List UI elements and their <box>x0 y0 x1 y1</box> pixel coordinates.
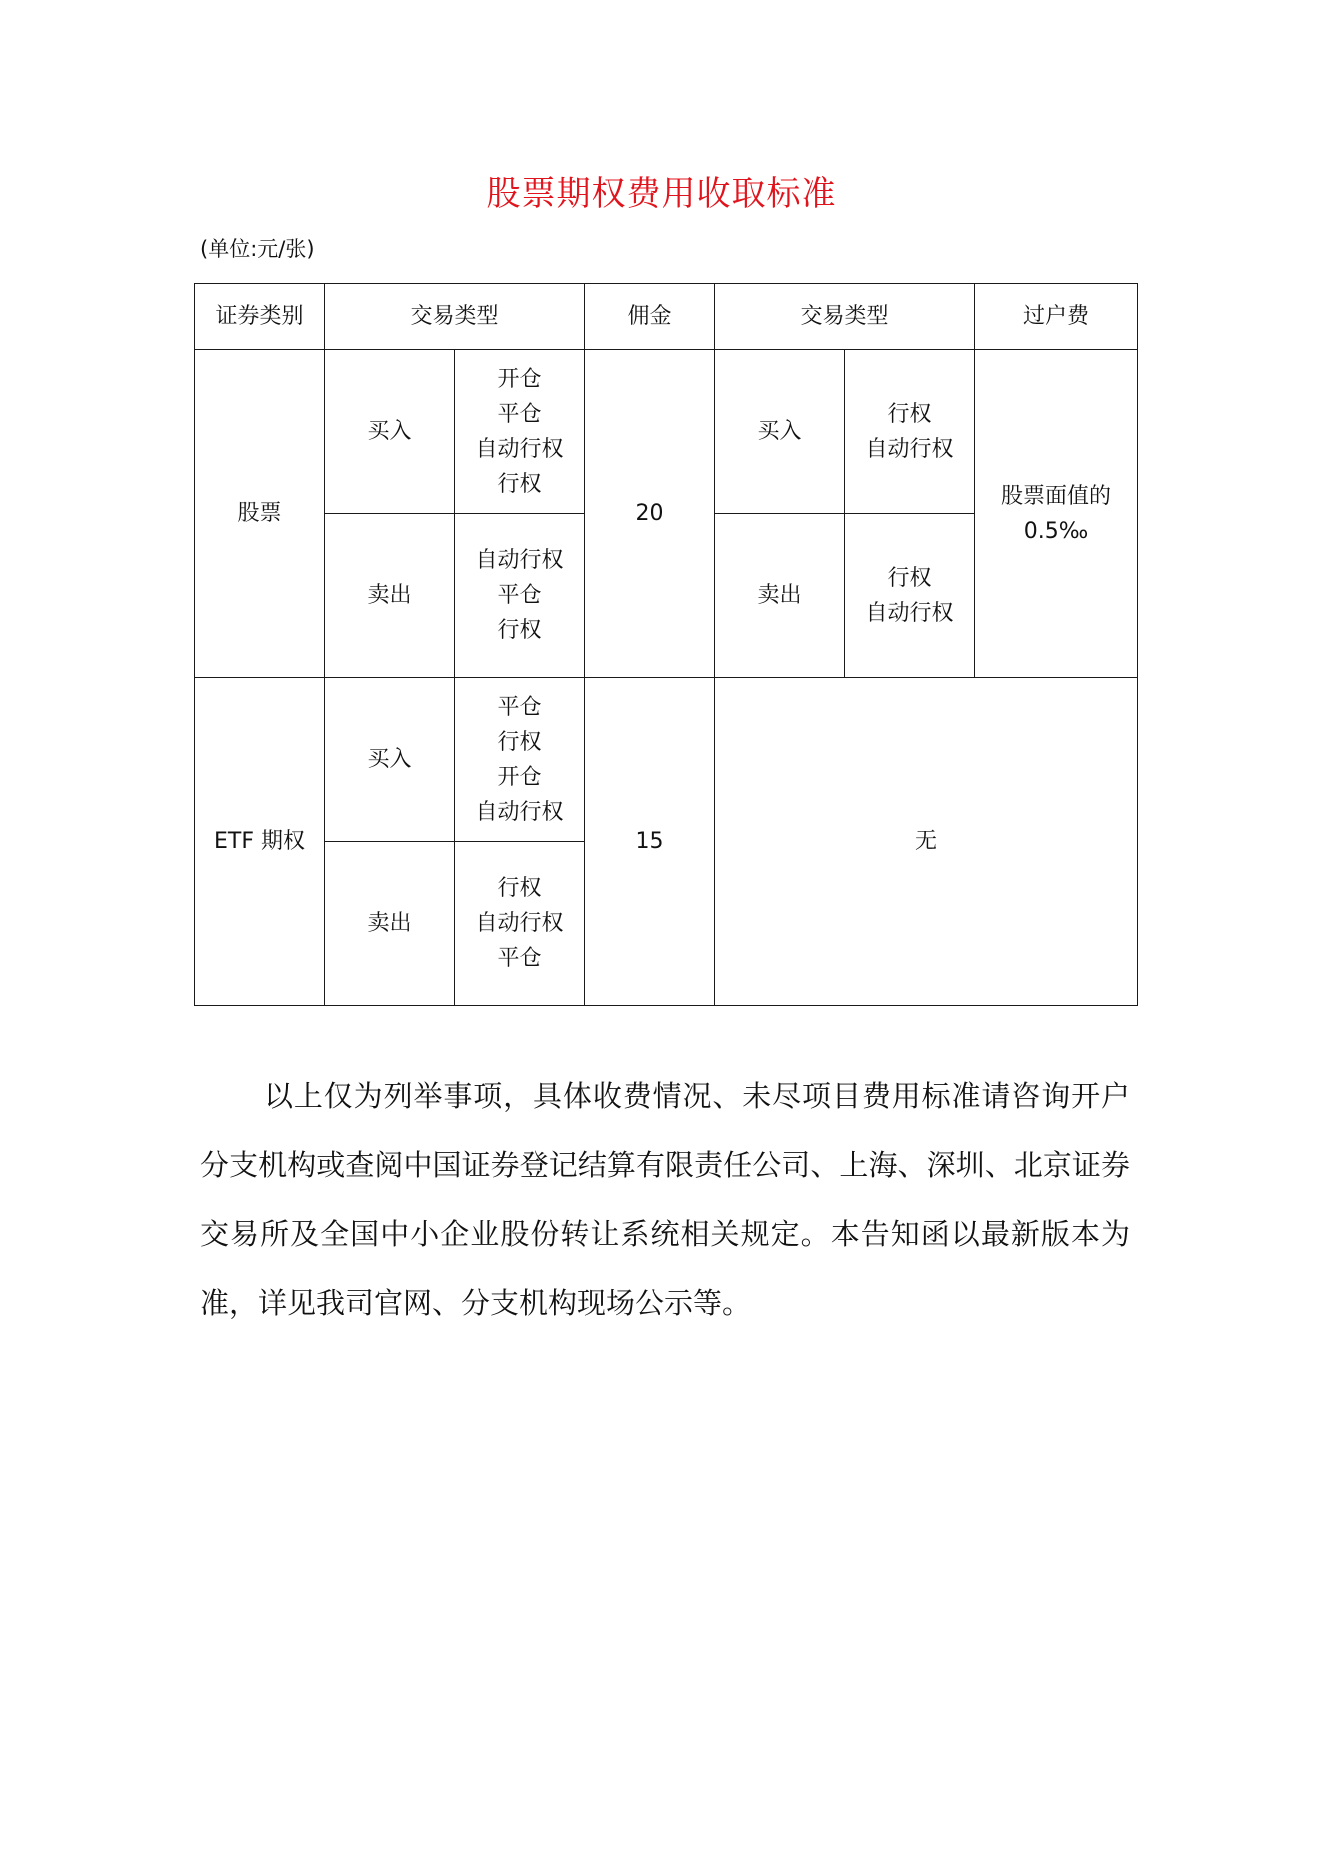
trade-item: 自动行权 <box>475 911 564 936</box>
etf-none: 无 <box>715 678 1138 1006</box>
fee-table <box>194 283 1138 1006</box>
stock-sell-trades <box>455 514 585 678</box>
etf-commission: 15 <box>585 678 715 1006</box>
trade-item: 行权 <box>887 565 932 591</box>
etf-buy-trades <box>455 678 585 842</box>
trade-item: 自动行权 <box>475 548 564 573</box>
trade-item: 自动行权 <box>475 799 564 825</box>
trade-item: 开仓 <box>497 764 542 790</box>
stock-buy-trades <box>455 350 585 514</box>
stock-label: 股票 <box>195 350 325 678</box>
trade-item: 行权 <box>497 876 542 901</box>
stock-commission: 20 <box>585 350 715 678</box>
etf-label: ETF 期权 <box>195 678 325 1006</box>
note-paragraph: 以上仅为列举事项，具体收费情况、未尽项目费用标准请咨询开户分支机构或查阅中国证券登记结算有限责任公司、上海、深圳、北京证券交易所及全国中小企业股份转让系统相关规定。本告知函以最新版本为准，详见我司官网、分支机构现场公示等。 <box>200 1079 1130 1320</box>
stock-sell-label: 卖出 <box>325 514 455 678</box>
trade-item: 开仓 <box>497 366 542 392</box>
transfer-fee-line: 0.5‰ <box>1023 518 1089 544</box>
table-row <box>195 678 1138 842</box>
etf-sell-label: 卖出 <box>325 842 455 1006</box>
etf-sell-trades <box>455 842 585 1006</box>
transfer-fee-line: 股票面值的 <box>1001 483 1112 509</box>
trade-item: 自动行权 <box>475 436 564 462</box>
header-transfer-fee: 过户费 <box>975 284 1138 350</box>
header-security-type: 证券类别 <box>195 284 325 350</box>
stock-buy-label: 买入 <box>325 350 455 514</box>
trade-item: 自动行权 <box>865 600 954 626</box>
stock-transfer-fee <box>975 350 1138 678</box>
page-title: 股票期权费用收取标准 <box>486 174 837 214</box>
trade-item: 行权 <box>497 618 542 643</box>
trade-item: 平仓 <box>497 694 542 720</box>
trade-item: 平仓 <box>497 946 542 971</box>
trade-item: 行权 <box>887 401 932 427</box>
table-row <box>195 350 1138 514</box>
etf-buy-label: 买入 <box>325 678 455 842</box>
unit-note: (单位:元/张) <box>200 237 315 261</box>
stock-buy-sub-trades <box>845 350 975 514</box>
trade-item: 平仓 <box>497 583 542 608</box>
header-commission: 佣金 <box>585 284 715 350</box>
trade-item: 自动行权 <box>865 436 954 462</box>
stock-sell-sub-label: 卖出 <box>715 514 845 678</box>
trade-item: 行权 <box>497 729 542 755</box>
trade-item: 行权 <box>497 471 542 497</box>
stock-sell-sub-trades <box>845 514 975 678</box>
header-trade-type: 交易类型 <box>325 284 585 350</box>
stock-buy-sub-label: 买入 <box>715 350 845 514</box>
trade-item: 平仓 <box>497 401 542 427</box>
table-header-row <box>195 284 1138 350</box>
header-trade-type-2: 交易类型 <box>715 284 975 350</box>
